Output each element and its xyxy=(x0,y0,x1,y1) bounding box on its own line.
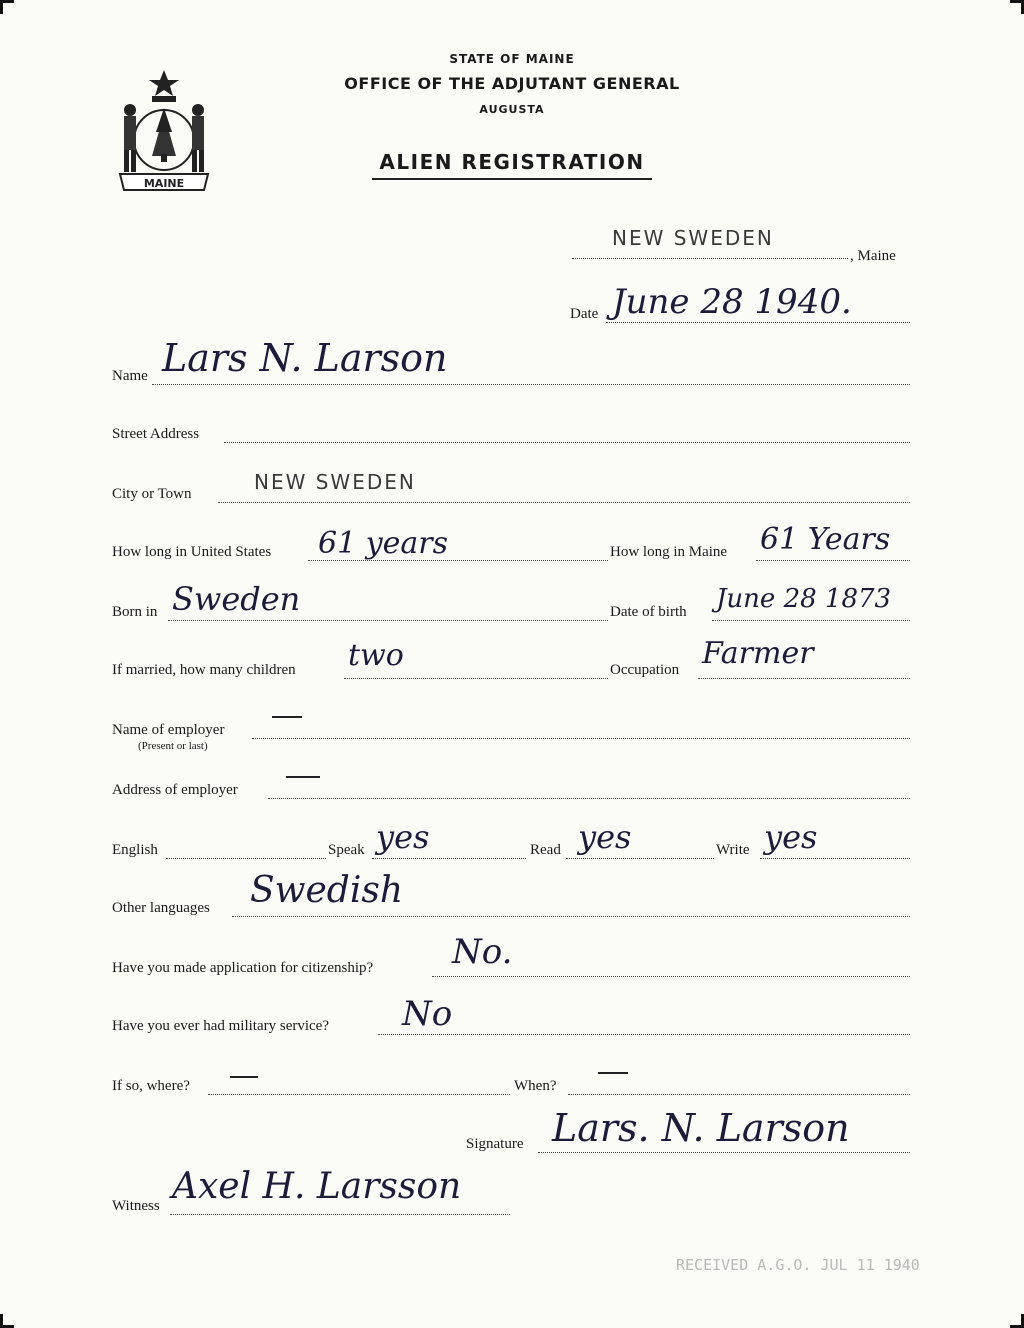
header-state: STATE OF MAINE xyxy=(449,52,575,66)
employer-name-line xyxy=(252,738,910,739)
born-in-line xyxy=(168,620,608,621)
military-value: No xyxy=(402,994,453,1034)
corner-mark-bottom-left-v xyxy=(0,1314,3,1328)
how-long-maine-label: How long in Maine xyxy=(610,544,728,560)
citizenship-value: No. xyxy=(452,932,513,972)
witness-line xyxy=(170,1214,510,1215)
town-typed: NEW SWEDEN xyxy=(612,226,774,250)
occupation-line xyxy=(698,678,910,679)
signature-label: Signature xyxy=(466,1136,524,1152)
when-dash xyxy=(598,1072,628,1074)
read-line xyxy=(566,858,714,859)
corner-mark-top-left-v xyxy=(0,0,3,14)
other-languages-line xyxy=(232,916,910,917)
date-of-birth-line xyxy=(712,620,910,621)
where-dash xyxy=(230,1076,258,1078)
how-long-us-value: 61 years xyxy=(318,526,449,561)
form-title: ALIEN REGISTRATION xyxy=(379,150,645,174)
children-label: If married, how many children xyxy=(112,662,296,678)
maine-label: , Maine xyxy=(850,248,896,264)
when-line xyxy=(568,1094,910,1095)
city-label: City or Town xyxy=(112,486,192,502)
english-label: English xyxy=(112,842,158,858)
children-line xyxy=(344,678,608,679)
read-value: yes xyxy=(578,818,632,856)
how-long-us-label: How long in United States xyxy=(112,544,272,560)
date-label: Date xyxy=(570,306,599,322)
employer-note: (Present or last) xyxy=(138,740,208,752)
signature-value: Lars. N. Larson xyxy=(552,1106,850,1150)
date-line xyxy=(606,322,910,323)
employer-name-dash xyxy=(272,716,302,718)
employer-address-label: Address of employer xyxy=(112,782,238,798)
town-line xyxy=(572,258,848,259)
employer-address-dash xyxy=(286,776,320,778)
street-line xyxy=(224,442,910,443)
witness-label: Witness xyxy=(112,1198,160,1214)
employer-address-line xyxy=(268,798,910,799)
name-label: Name xyxy=(112,368,148,384)
street-label: Street Address xyxy=(112,426,200,442)
received-stamp: RECEIVED A.G.O. JUL 11 1940 xyxy=(676,1256,920,1274)
read-label: Read xyxy=(530,842,561,858)
when-label: When? xyxy=(514,1078,557,1094)
speak-value: yes xyxy=(376,818,430,856)
city-line xyxy=(218,502,910,503)
write-line xyxy=(760,858,910,859)
where-line xyxy=(208,1094,510,1095)
header-office: OFFICE OF THE ADJUTANT GENERAL xyxy=(344,74,680,93)
occupation-value: Farmer xyxy=(702,636,814,671)
employer-name-label: Name of employer xyxy=(112,722,225,738)
other-languages-value: Swedish xyxy=(250,870,403,911)
seal-banner-text: MAINE xyxy=(143,177,185,190)
if-so-where-label: If so, where? xyxy=(112,1078,190,1094)
born-in-label: Born in xyxy=(112,604,158,620)
name-line xyxy=(152,384,910,385)
how-long-maine-value: 61 Years xyxy=(760,522,891,557)
write-value: yes xyxy=(764,818,818,856)
military-label: Have you ever had military service? xyxy=(112,1018,329,1034)
name-value: Lars N. Larson xyxy=(162,336,448,380)
witness-value: Axel H. Larsson xyxy=(172,1166,462,1207)
how-long-maine-line xyxy=(756,560,910,561)
citizenship-line xyxy=(432,976,910,977)
header-city: AUGUSTA xyxy=(479,103,545,116)
write-label: Write xyxy=(716,842,750,858)
military-line xyxy=(378,1034,910,1035)
other-languages-label: Other languages xyxy=(112,900,210,916)
title-underline xyxy=(372,178,652,180)
signature-line xyxy=(538,1152,910,1153)
children-value: two xyxy=(348,638,404,673)
english-line xyxy=(166,858,326,859)
date-value: June 28 1940. xyxy=(612,282,852,322)
city-typed: NEW SWEDEN xyxy=(254,470,416,494)
born-in-value: Sweden xyxy=(172,580,301,618)
date-of-birth-label: Date of birth xyxy=(610,604,687,620)
speak-line xyxy=(372,858,526,859)
occupation-label: Occupation xyxy=(610,662,680,678)
citizenship-label: Have you made application for citizenship? xyxy=(112,960,374,976)
speak-label: Speak xyxy=(328,842,365,858)
date-of-birth-value: June 28 1873 xyxy=(716,584,892,614)
